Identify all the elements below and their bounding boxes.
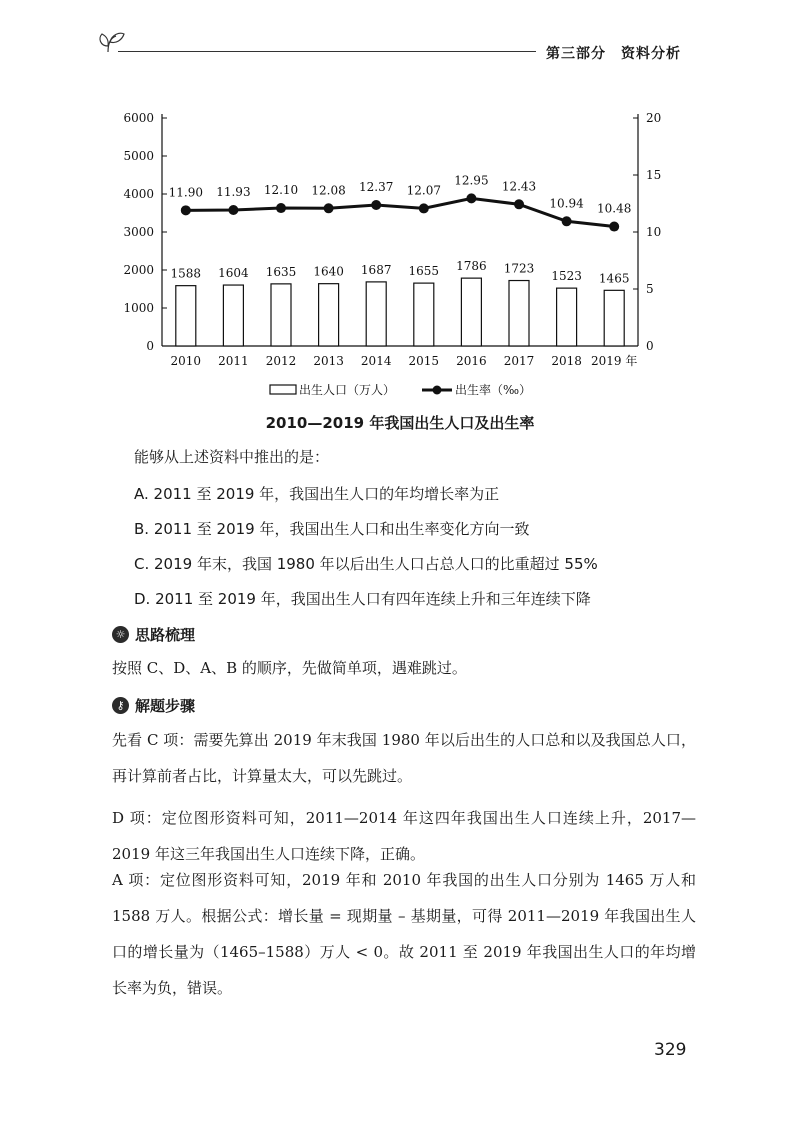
rate-value-label: 12.37 [359,179,394,194]
combo-chart [100,100,670,410]
option-b[interactable]: B. 2011 至 2019 年，我国出生人口和出生率变化方向一致 [134,520,530,538]
bar-value-label: 1604 [218,266,249,281]
bar [366,282,386,346]
x-tick-label: 2013 [313,354,344,368]
bar [223,285,243,346]
rate-point [562,216,572,226]
bar-value-label: 1723 [503,261,535,276]
chart-title: 2010—2019 年我国出生人口及出生率 [265,414,535,432]
rate-value-label: 12.43 [501,179,537,194]
x-tick-label: 2012 [265,354,297,368]
option-a[interactable]: A. 2011 至 2019 年，我国出生人口的年均增长率为正 [134,485,500,503]
rate-point [181,205,191,215]
rate-value-label: 11.90 [168,185,203,200]
paragraph-a: A 项：定位图形资料可知，2019 年和 2010 年我国的出生人口分别为 1465 万人和 1588 万人。根据公式：增长量 = 现期量 – 基期量，可得 2011—2019 年我国出生人口的增长量为（1465–1588）万人 < 0。故 2011 至 2019 年我国出生人口的年均增长率为负，错误。 [112,871,696,997]
right-tick-label: 5 [646,282,654,296]
bar [319,284,339,346]
left-tick-label: 6000 [123,111,154,125]
rate-point [609,222,619,232]
page-number: 329 [654,1040,687,1060]
paragraph-c: 先看 C 项：需要先算出 2019 年末我国 1980 年以后出生的人口总和以及我国总人口，再计算前者占比，计算量太大，可以先跳过。 [112,731,696,785]
x-tick-label: 2017 [503,354,535,368]
left-tick-label: 3000 [123,225,154,239]
right-tick-label: 10 [646,225,662,239]
bar [176,286,196,346]
right-tick-label: 0 [646,339,654,353]
section-title: 第三部分 资料分析 [546,46,681,62]
bar-value-label: 1523 [551,269,582,284]
left-tick-label: 2000 [123,263,154,277]
rate-point [228,205,238,215]
x-tick-label: 2018 [551,354,582,368]
header-rule [118,51,536,52]
bar-value-label: 1588 [170,266,202,281]
rate-point [276,203,286,213]
chart [100,100,670,410]
steps-heading [112,695,195,716]
left-tick-label: 1000 [123,301,154,315]
rate-point [371,200,381,210]
x-tick-label: 2010 [170,354,202,368]
bar [604,290,624,346]
rate-value-label: 10.94 [549,196,584,211]
bar [557,288,577,346]
thinking-heading [112,624,195,645]
option-d[interactable]: D. 2011 至 2019 年，我国出生人口有四年连续上升和三年连续下降 [134,590,591,608]
rate-value-label: 12.07 [406,183,441,198]
legend-line-marker [433,386,442,395]
key-icon: ⚷ [112,697,129,714]
rate-point [324,203,334,213]
rate-point [466,193,476,203]
right-tick-label: 15 [646,168,662,182]
rate-value-label: 10.48 [597,201,632,216]
right-tick-label: 20 [646,111,662,125]
bar-value-label: 1687 [360,262,392,277]
legend-bar-swatch [270,385,296,394]
bar-value-label: 1635 [265,264,297,279]
bar-value-label: 1655 [408,264,440,279]
paragraph-d: D 项：定位图形资料可知，2011—2014 年这四年我国出生人口连续上升，2017—2019 年这三年我国出生人口连续下降，正确。 [112,809,696,863]
rate-point [419,203,429,213]
x-tick-label: 2019 年 [591,354,638,368]
question-stem: 能够从上述资料中推出的是： [134,448,330,466]
rate-value-label: 12.95 [454,173,489,188]
bar [509,281,529,346]
legend-line-label: 出生率（‰） [455,383,532,397]
bar [414,283,434,346]
bar-value-label: 1786 [456,259,487,274]
rate-value-label: 11.93 [216,184,251,199]
option-c[interactable]: C. 2019 年末，我国 1980 年以后出生人口占总人口的比重超过 55% [134,555,598,573]
left-tick-label: 4000 [123,187,154,201]
legend-bar-label: 出生人口（万人） [299,383,396,397]
x-tick-label: 2011 [218,354,249,368]
rate-value-label: 12.10 [263,183,299,198]
x-tick-label: 2015 [408,354,440,368]
x-tick-label: 2016 [456,354,487,368]
thinking-heading-label: 思路梳理 [135,626,196,644]
rate-value-label: 12.08 [311,183,346,198]
bar-value-label: 1465 [598,271,630,286]
left-tick-label: 5000 [123,149,154,163]
rate-point [514,199,524,209]
x-tick-label: 2014 [360,354,392,368]
lightbulb-icon: ☼ [112,626,129,643]
steps-heading-label: 解题步骤 [135,697,196,715]
bar-value-label: 1640 [313,264,344,279]
thinking-text: 按照 C、D、A、B 的顺序，先做简单项，遇难跳过。 [112,659,467,677]
bar [461,278,481,346]
bar [271,284,291,346]
left-tick-label: 0 [146,339,154,353]
